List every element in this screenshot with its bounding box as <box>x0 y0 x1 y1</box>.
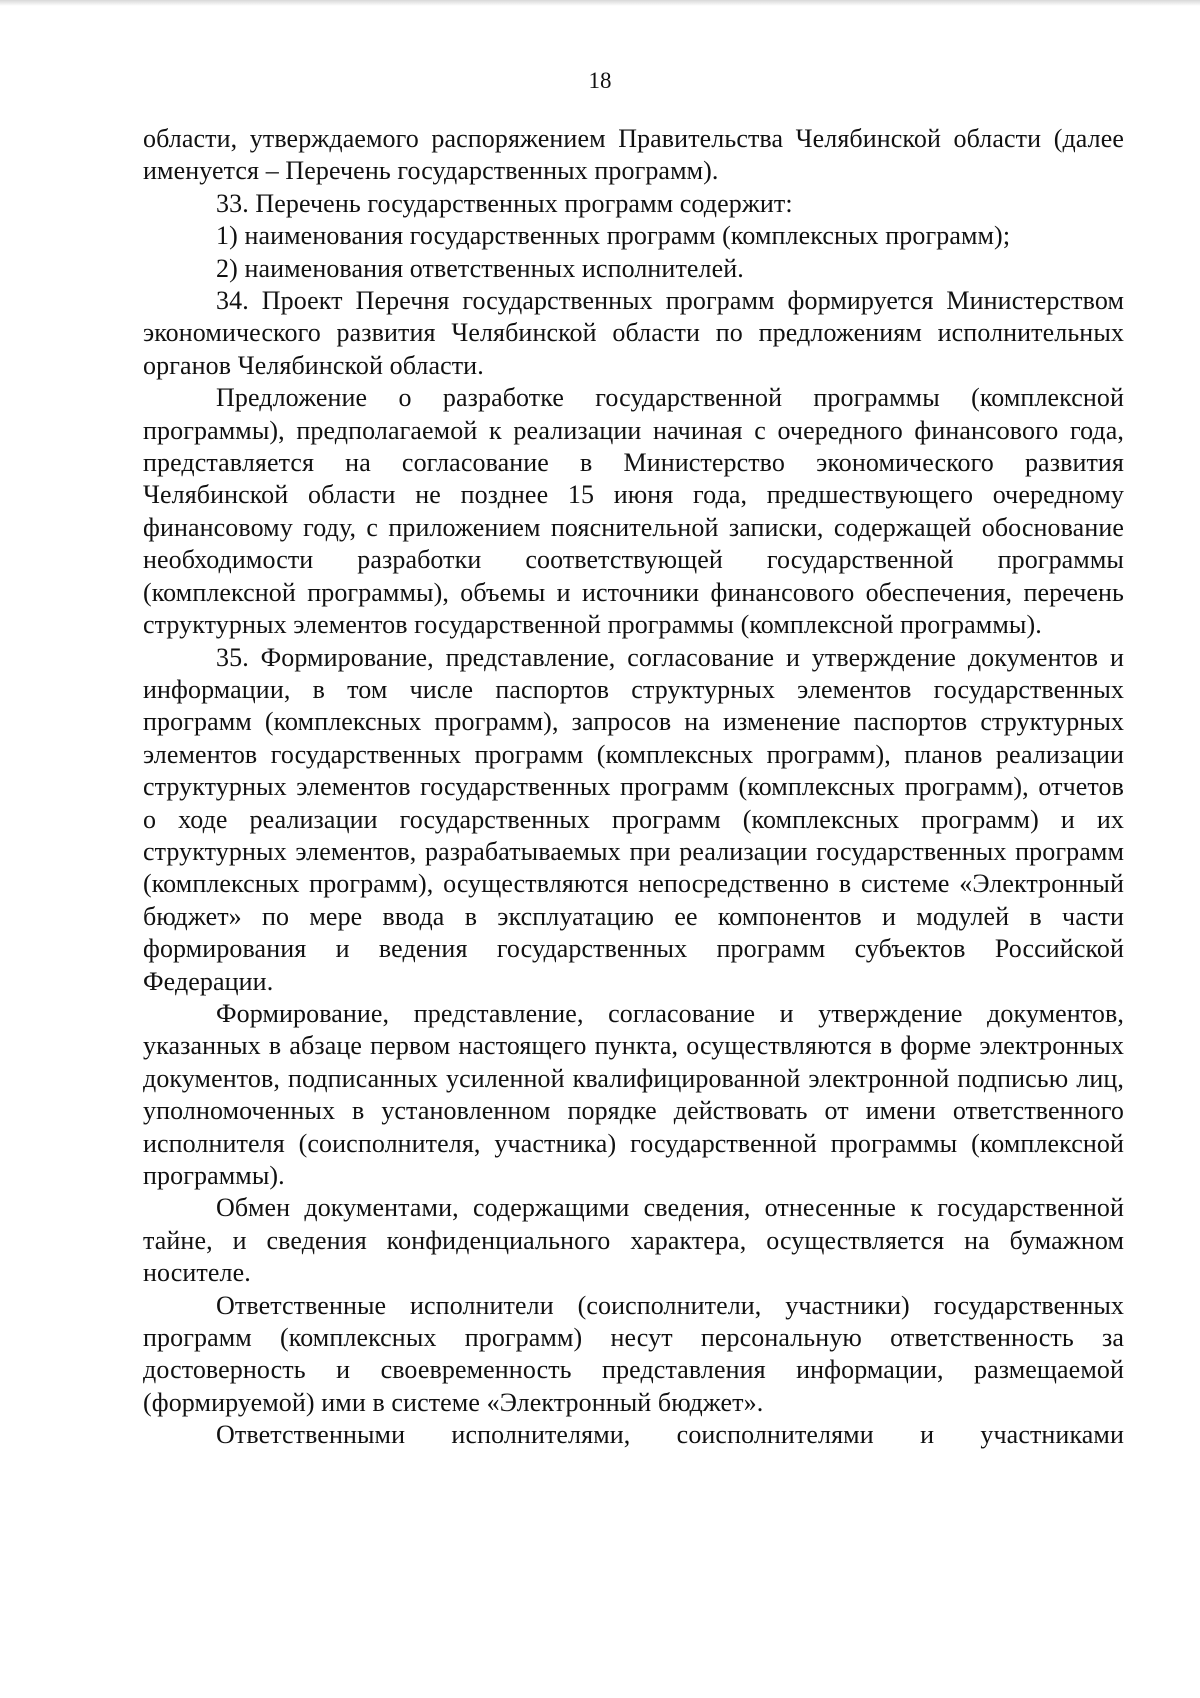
paragraph-p0: области, утверждаемого распоряжением Правительства Челябинской области (далее именуется – Перечень государственных программ). <box>143 124 1124 186</box>
paragraph-p6: 35. Формирование, представление, согласование и утверждение документов и информации, в том числе паспортов структурных элементов государственных программ (комплексных программ), запросов на изменение паспортов структурных элементов государственных программ (комплексных программ), планов реализации структурных элементов государственных программ (комплексных программ), отчетов о ходе реализации государственных программ (комплексных программ) и их структурных элементов, разрабатываемых при реализации государственных программ (комплексных программ), осуществляются непосредственно в системе «Электронный бюджет» по мере ввода в эксплуатацию ее компонентов и модулей в части формирования и ведения государственных программ субъектов Российской Федерации. <box>143 642 1124 996</box>
paragraph-p1: 33. Перечень государственных программ содержит: <box>216 188 793 218</box>
paragraph-p8: Обмен документами, содержащими сведения, отнесенные к государственной тайне, и сведения конфиденциального характера, осуществляется на бумажном носителе. <box>143 1193 1124 1288</box>
document-body <box>143 123 1124 1452</box>
paragraph-p5: Предложение о разработке государственной программы (комплексной программы), предполагаемой к реализации начиная с очередного финансового года, представляется на согласование в Министерство экономического развития Челябинской области не позднее 15 июня года, предшествующего очередному финансовому году, с приложением пояснительной записки, содержащей обоснование необходимости разработки соответствующей государственной программы (комплексной программы), объемы и источники финансового обеспечения, перечень структурных элементов государственной программы (комплексной программы). <box>143 383 1124 640</box>
paragraph-p4: 34. Проект Перечня государственных программ формируется Министерством экономического развития Челябинской области по предложениям исполнительных органов Челябинской области. <box>143 286 1124 380</box>
paragraph-p7: Формирование, представление, согласование и утверждение документов, указанных в абзаце первом настоящего пункта, осуществляются в форме электронных документов, подписанных усиленной квалифицированной электронной подписью лиц, уполномоченных в установленном порядке действовать от имени ответственного исполнителя (соисполнителя, участника) государственной программы (комплексной программы). <box>143 998 1124 1190</box>
scan-top-edge <box>0 0 1200 6</box>
paragraph-p9: Ответственные исполнители (соисполнители, участники) государственных программ (комплексных программ) несут персональную ответственность за достоверность и своевременность представления информации, размещаемой (формируемой) ими в системе «Электронный бюджет». <box>143 1290 1124 1417</box>
paragraph-p3: 2) наименования ответственных исполнителей. <box>216 253 744 283</box>
paragraph-p10: Ответственными исполнителями, соисполнителями и участниками <box>216 1420 1124 1450</box>
paragraph-p2: 1) наименования государственных программ (комплексных программ); <box>216 221 1011 251</box>
page-number: 18 <box>588 68 612 93</box>
